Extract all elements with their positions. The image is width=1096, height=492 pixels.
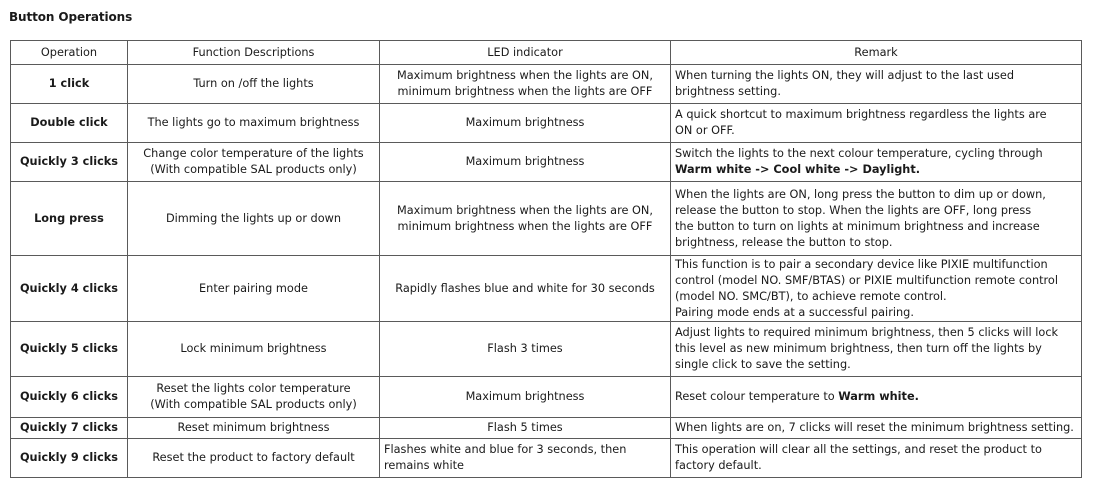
remark-emphasis: Warm white -> Cool white -> Daylight. [675, 163, 921, 176]
function-line: Turn on /off the lights [193, 77, 314, 90]
function-cell [128, 143, 380, 182]
remark-cell [671, 143, 1082, 182]
table-row [11, 322, 1082, 377]
table-row [11, 104, 1082, 143]
remark-line: brightness setting. [675, 85, 781, 98]
remark-line: (model NO. SMC/BT), to achieve remote control. [675, 289, 947, 303]
remark-emphasis: Warm white. [838, 390, 919, 403]
led-line: Maximum brightness [465, 116, 585, 129]
operation-cell: Quickly 4 clicks [11, 256, 128, 322]
function-line: Dimming the lights up or down [165, 211, 342, 225]
table-row [11, 439, 1082, 478]
function-line: The lights go to maximum brightness [147, 116, 360, 129]
led-line: remains white [384, 459, 464, 472]
function-cell [128, 377, 380, 418]
remark-line: Switch the lights to the next colour temperature, cycling through [675, 147, 1043, 160]
led-indicator-cell [380, 65, 671, 104]
led-line: Maximum brightness when the lights are ON, [397, 203, 653, 217]
operation-cell: Long press [11, 182, 128, 256]
function-cell [128, 322, 380, 377]
led-indicator-cell [380, 256, 671, 322]
remark-line: Reset colour temperature to Warm white. [675, 390, 919, 403]
remark-line: When turning the lights ON, they will adjust to the last used [675, 69, 1015, 82]
led-line: Flash 3 times [487, 342, 563, 355]
function-cell [128, 439, 380, 478]
led-line: Maximum brightness [465, 390, 585, 403]
led-line: Flash 5 times [487, 421, 563, 434]
table-header-row [11, 41, 1082, 65]
button-operations-table [10, 40, 1082, 478]
remark-line: Pairing mode ends at a successful pairing. [675, 305, 914, 319]
remark-line: the button to turn on lights at minimum brightness and increase [675, 219, 1040, 233]
header-function: Function Descriptions [128, 41, 380, 65]
led-indicator-cell [380, 439, 671, 478]
remark-cell [671, 439, 1082, 478]
remark-cell [671, 322, 1082, 377]
header-led-indicator: LED indicator [380, 41, 671, 65]
function-cell [128, 182, 380, 256]
operation-cell: Quickly 9 clicks [11, 439, 128, 478]
remark-line: control (model NO. SMF/BTAS) or PIXIE multifunction remote control [675, 273, 1058, 287]
remark-cell [671, 182, 1082, 256]
led-line: Flashes white and blue for 3 seconds, then [384, 443, 627, 456]
remark-line: This function is to pair a secondary device like PIXIE multifunction [675, 257, 1048, 271]
remark-cell [671, 377, 1082, 418]
operation-cell: Quickly 5 clicks [11, 322, 128, 377]
led-line: Rapidly flashes blue and white for 30 seconds [395, 281, 655, 295]
remark-cell [671, 65, 1082, 104]
led-line: Maximum brightness when the lights are ON, [397, 69, 653, 82]
remark-line: This operation will clear all the settings, and reset the product to [675, 443, 1042, 456]
led-indicator-cell [380, 143, 671, 182]
table-row [11, 377, 1082, 418]
table-row [11, 256, 1082, 322]
remark-line: When lights are on, 7 clicks will reset the minimum brightness setting. [675, 421, 1074, 434]
function-cell [128, 65, 380, 104]
function-line: Change color temperature of the lights [143, 147, 364, 160]
function-line: Reset the product to factory default [152, 451, 355, 464]
header-operation: Operation [11, 41, 128, 65]
remark-line: this level as new minimum brightness, then turn off the lights by [675, 342, 1042, 355]
function-line: Reset the lights color temperature [156, 382, 351, 395]
led-indicator-cell [380, 377, 671, 418]
operation-cell: Double click [11, 104, 128, 143]
remark-line: release the button to stop. When the lights are OFF, long press [675, 203, 1032, 217]
table-row [11, 418, 1082, 439]
function-line: Reset minimum brightness [177, 421, 330, 434]
remark-line: Adjust lights to required minimum brightness, then 5 clicks will lock [675, 326, 1059, 339]
operation-cell: Quickly 7 clicks [11, 418, 128, 439]
table-row [11, 65, 1082, 104]
led-indicator-cell [380, 182, 671, 256]
function-line: (With compatible SAL products only) [150, 398, 357, 411]
function-cell [128, 256, 380, 322]
led-line: minimum brightness when the lights are OFF [397, 219, 653, 233]
remark-line [675, 162, 1077, 178]
function-line: Lock minimum brightness [180, 342, 327, 355]
operation-cell: Quickly 3 clicks [11, 143, 128, 182]
led-line: minimum brightness when the lights are OFF [397, 85, 653, 98]
function-cell [128, 418, 380, 439]
function-cell [128, 104, 380, 143]
operation-cell: Quickly 6 clicks [11, 377, 128, 418]
led-indicator-cell [380, 322, 671, 377]
led-indicator-cell [380, 418, 671, 439]
table-row [11, 143, 1082, 182]
remark-line: When the lights are ON, long press the button to dim up or down, [675, 187, 1046, 201]
header-remark: Remark [671, 41, 1082, 65]
function-line: Enter pairing mode [199, 281, 308, 295]
remark-line: ON or OFF. [675, 124, 735, 137]
remark-cell [671, 256, 1082, 322]
led-line: Maximum brightness [465, 155, 585, 168]
table-row [11, 182, 1082, 256]
led-indicator-cell [380, 104, 671, 143]
operation-cell: 1 click [11, 65, 128, 104]
function-line: (With compatible SAL products only) [150, 163, 357, 176]
remark-line: single click to save the setting. [675, 358, 851, 371]
remark-line: factory default. [675, 459, 762, 472]
page-title: Button Operations [9, 10, 133, 24]
remark-line: A quick shortcut to maximum brightness regardless the lights are [675, 108, 1047, 121]
remark-cell [671, 104, 1082, 143]
remark-line: brightness, release the button to stop. [675, 235, 893, 249]
remark-cell [671, 418, 1082, 439]
